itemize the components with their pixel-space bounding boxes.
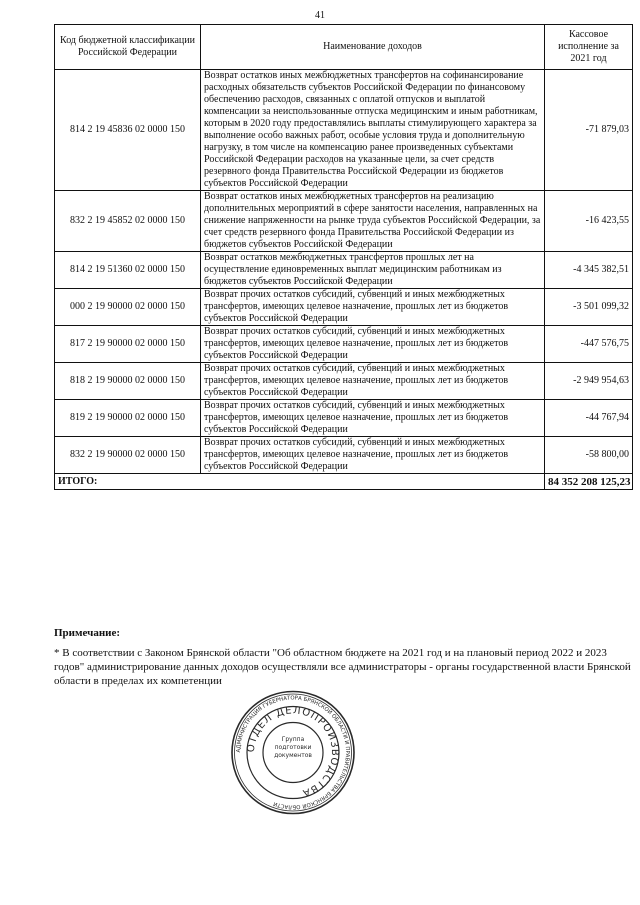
row-code: 818 2 19 90000 02 0000 150 bbox=[55, 363, 201, 400]
table-row bbox=[55, 289, 633, 326]
row-code: 832 2 19 45852 02 0000 150 bbox=[55, 191, 201, 252]
table-row bbox=[55, 252, 633, 289]
stamp-center-text: Группа подготовки документов bbox=[274, 736, 312, 759]
note-text: * В соответствии с Законом Брянской области "Об областном бюджете на 2021 год и на плановый период 2022 и 2023 годов" администрирование данных доходов осуществляли все администраторы - органы государственной власти Брянской области в пределах их компетенции bbox=[54, 647, 631, 687]
stamp-middle-text: ОТДЕЛ ДЕЛОПРОИЗВОДСТВА bbox=[245, 705, 341, 799]
row-amount: -71 879,03 bbox=[545, 70, 633, 191]
row-code: 000 2 19 90000 02 0000 150 bbox=[55, 289, 201, 326]
row-amount: -44 767,94 bbox=[545, 400, 633, 437]
stamp-outer-text: АДМИНИСТРАЦИЯ ГУБЕРНАТОРА БРЯНСКОЙ ОБЛАСТИ И ПРАВИТЕЛЬСТВА БРЯНСКОЙ ОБЛАСТИ bbox=[235, 695, 351, 810]
note-title: Примечание: bbox=[54, 627, 121, 639]
revenue-table bbox=[54, 24, 633, 490]
row-name: Возврат прочих остатков субсидий, субвенций и иных межбюджетных трансфертов, имеющих целевое назначение, прошлых лет из бюджетов субъектов Российской Федерации bbox=[201, 289, 545, 326]
row-name: Возврат остатков иных межбюджетных трансфертов на софинансирование расходных обязательств субъектов Российской Федерации по финансовому обеспечению расходов, связанных с оплатой отпусков и выплатой компенсации за неиспользованные отпуска медицинским и иным работникам, которым в 2020 году предоставлялись выплаты стимулирующего характера за выполнение особо важных работ, особые условия труда и дополнительную нагрузку, в том числе на компенсацию ранее произведенных субъектами Российской Федерации расходов на указанные цели, за счет средств резервного фонда Правительства Российской Федерации из бюджетов субъектов Российской Федерации bbox=[201, 70, 545, 191]
office-stamp bbox=[228, 690, 358, 815]
total-row bbox=[55, 474, 633, 490]
table-row bbox=[55, 326, 633, 363]
row-name: Возврат прочих остатков субсидий, субвенций и иных межбюджетных трансфертов, имеющих целевое назначение, прошлых лет из бюджетов субъектов Российской Федерации bbox=[201, 326, 545, 363]
page-number: 41 bbox=[315, 10, 325, 21]
total-amount: 84 352 208 125,23 bbox=[545, 474, 633, 490]
row-code: 817 2 19 90000 02 0000 150 bbox=[55, 326, 201, 363]
row-amount: -2 949 954,63 bbox=[545, 363, 633, 400]
row-amount: -16 423,55 bbox=[545, 191, 633, 252]
row-code: 814 2 19 45836 02 0000 150 bbox=[55, 70, 201, 191]
table-row bbox=[55, 400, 633, 437]
row-amount: -447 576,75 bbox=[545, 326, 633, 363]
total-label: ИТОГО: bbox=[55, 474, 545, 490]
table-row bbox=[55, 191, 633, 252]
row-code: 832 2 19 90000 02 0000 150 bbox=[55, 437, 201, 474]
header-amount: Кассовое исполнение за 2021 год bbox=[545, 25, 633, 70]
row-code: 819 2 19 90000 02 0000 150 bbox=[55, 400, 201, 437]
table-row bbox=[55, 363, 633, 400]
table-header-row bbox=[55, 25, 633, 70]
row-name: Возврат прочих остатков субсидий, субвенций и иных межбюджетных трансфертов, имеющих целевое назначение, прошлых лет из бюджетов субъектов Российской Федерации bbox=[201, 437, 545, 474]
table-row bbox=[55, 437, 633, 474]
row-name: Возврат остатков межбюджетных трансфертов прошлых лет на осуществление единовременных выплат медицинским работникам из бюджетов субъектов Российской Федерации bbox=[201, 252, 545, 289]
row-amount: -58 800,00 bbox=[545, 437, 633, 474]
header-name: Наименование доходов bbox=[201, 25, 545, 70]
table-row bbox=[55, 70, 633, 191]
header-code: Код бюджетной классификации Российской Федерации bbox=[55, 25, 201, 70]
row-code: 814 2 19 51360 02 0000 150 bbox=[55, 252, 201, 289]
row-amount: -4 345 382,51 bbox=[545, 252, 633, 289]
row-name: Возврат прочих остатков субсидий, субвенций и иных межбюджетных трансфертов, имеющих целевое назначение, прошлых лет из бюджетов субъектов Российской Федерации bbox=[201, 400, 545, 437]
row-amount: -3 501 099,32 bbox=[545, 289, 633, 326]
row-name: Возврат прочих остатков субсидий, субвенций и иных межбюджетных трансфертов, имеющих целевое назначение, прошлых лет из бюджетов субъектов Российской Федерации bbox=[201, 363, 545, 400]
row-name: Возврат остатков иных межбюджетных трансфертов на реализацию дополнительных мероприятий в сфере занятости населения, направленных на снижение напряженности на рынке труда субъектов Российской Федерации, за счет средств резервного фонда Правительства Российской Федерации из бюджетов субъектов Российской Федерации bbox=[201, 191, 545, 252]
